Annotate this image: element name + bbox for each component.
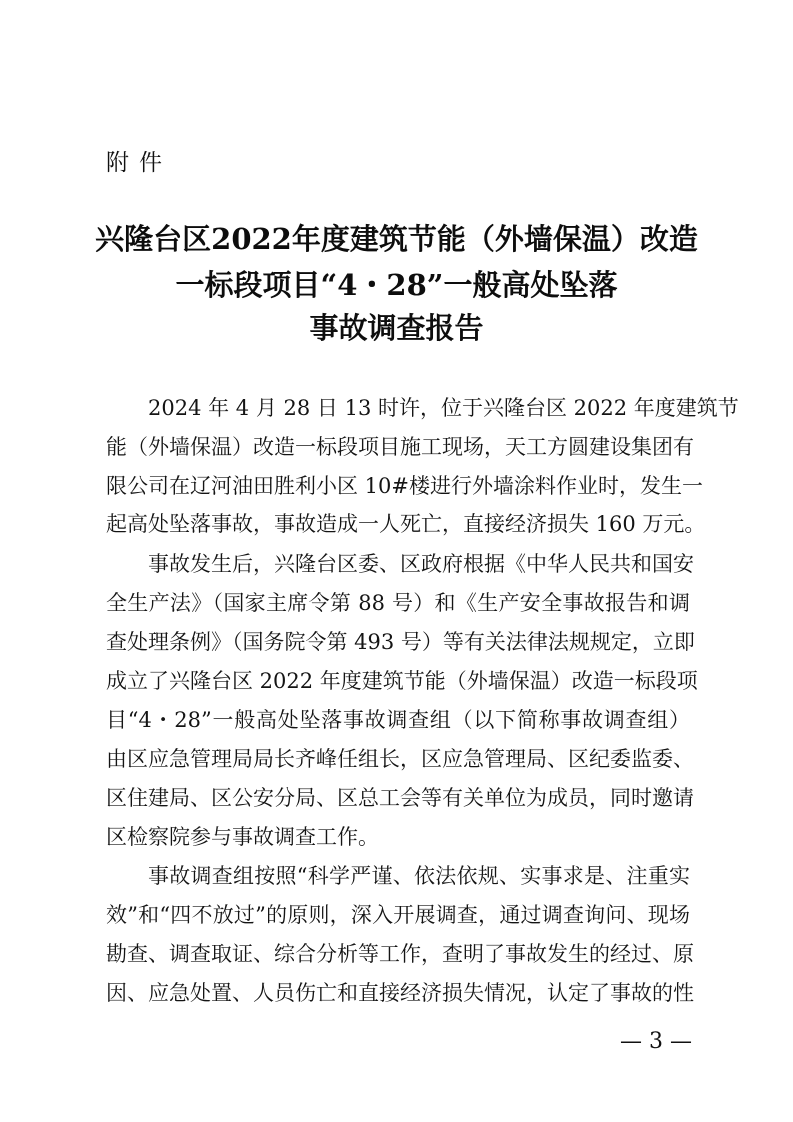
paragraph-2-line-1: 事故发生后，兴隆台区委、区政府根据《中华人民共和国安 (148, 552, 694, 576)
paragraph-2-line-6: 由区应急管理局局长齐峰任组长，区应急管理局、区纪委监委、 (106, 747, 694, 771)
paragraph-1-line-3: 限公司在辽河油田胜利小区 10#楼进行外墙涂料作业时，发生一 (106, 474, 703, 498)
paragraph-1-line-2: 能（外墙保温）改造一标段项目施工现场，天工方圆建设集团有 (106, 435, 694, 459)
report-title-line-3: 事故调查报告 (309, 311, 484, 345)
paragraph-2-line-8: 区检察院参与事故调查工作。 (106, 825, 379, 849)
paragraph-3-line-3: 勘查、调查取证、综合分析等工作，查明了事故发生的经过、原 (106, 942, 694, 966)
paragraph-2-line-5: 目“4・28”一般高处坠落事故调查组（以下简称事故调查组） (106, 708, 690, 732)
paragraph-2-line-7: 区住建局、区公安分局、区总工会等有关单位为成员，同时邀请 (106, 786, 694, 810)
paragraph-1-line-1: 2024 年 4 月 28 日 13 时许，位于兴隆台区 2022 年度建筑节 (148, 396, 739, 420)
report-title-line-2: 一标段项目“4・28”一般高处坠落 (175, 268, 618, 302)
page-number: — 3 — (620, 1029, 692, 1054)
paragraph-3-line-1: 事故调查组按照“科学严谨、依法依规、实事求是、注重实 (148, 864, 690, 888)
paragraph-2-line-4: 成立了兴隆台区 2022 年度建筑节能（外墙保温）改造一标段项 (106, 669, 698, 693)
paragraph-3-line-4: 因、应急处置、人员伤亡和直接经济损失情况，认定了事故的性 (106, 981, 694, 1005)
paragraph-1-line-4: 起高处坠落事故，事故造成一人死亡，直接经济损失 160 万元。 (106, 512, 706, 536)
report-title-line-1: 兴隆台区2022年度建筑节能（外墙保温）改造 (95, 222, 698, 256)
attachment-label: 附件 (106, 150, 172, 176)
paragraph-3-line-2: 效”和“四不放过”的原则，深入开展调查，通过调查询问、现场 (106, 903, 690, 927)
paragraph-2-line-2: 全生产法》（国家主席令第 88 号）和《生产安全事故报告和调 (106, 591, 690, 615)
paragraph-2-line-3: 查处理条例》（国务院令第 493 号）等有关法律法规规定，立即 (106, 630, 695, 654)
